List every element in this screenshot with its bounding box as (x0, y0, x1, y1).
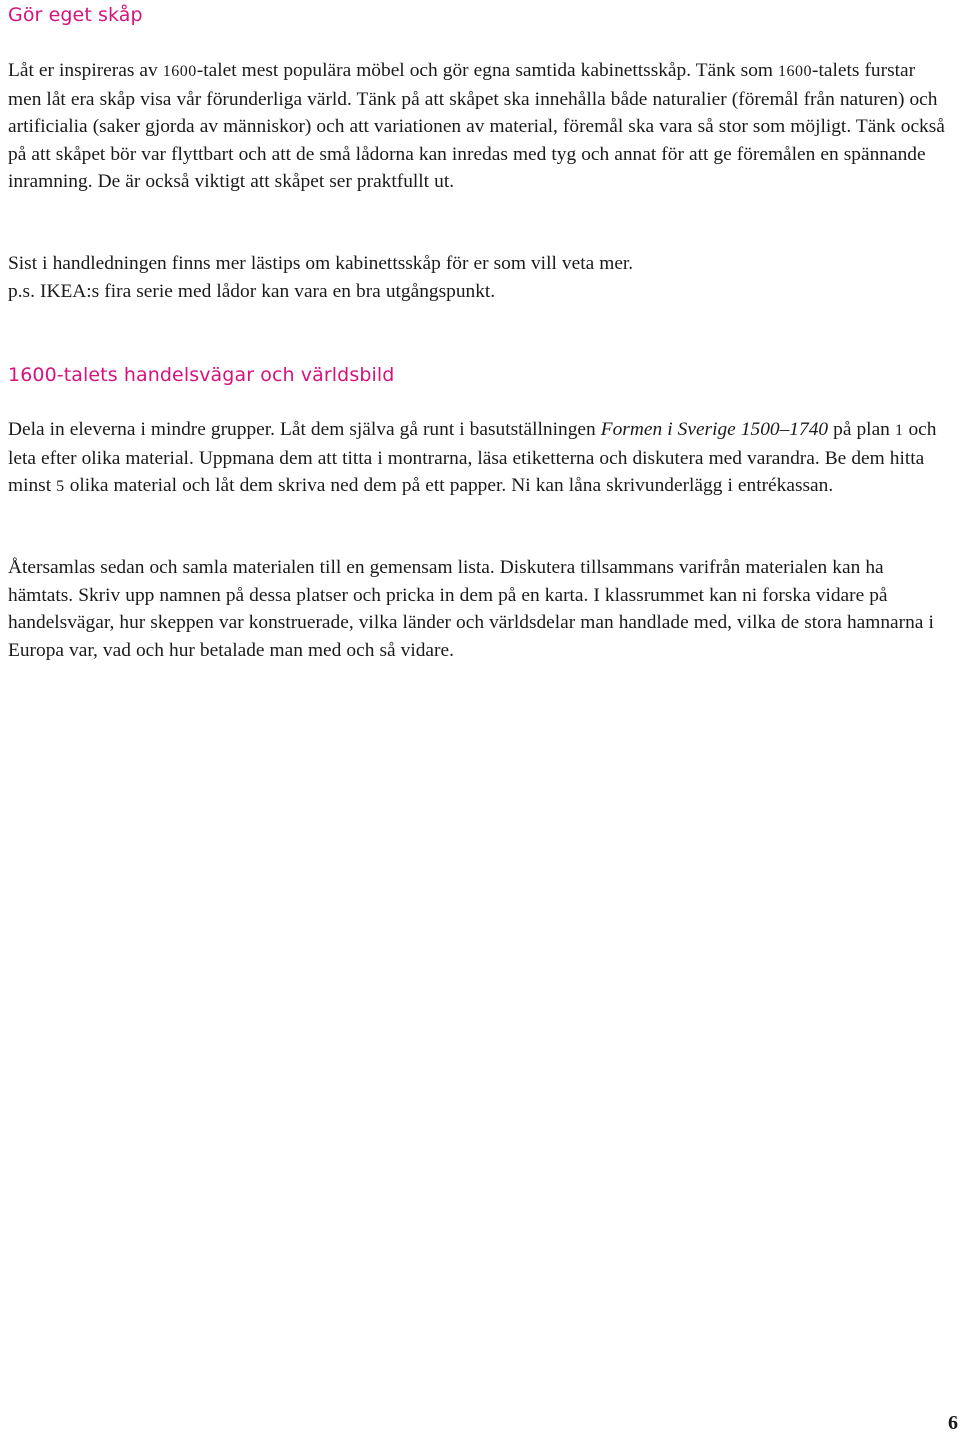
floor-number: 1 (894, 422, 904, 439)
material-count: 5 (56, 478, 65, 496)
postscript-line: p.s. IKEA:s fira serie med lådor kan vara en bra utgångspunkt. (8, 280, 496, 302)
text-run: Låt er inspireras av (8, 60, 163, 81)
year-figure: 1600 (162, 63, 197, 80)
year-figure: 1600 (778, 63, 813, 80)
exhibition-title: Formen i Sverige 1500–1740 (600, 419, 829, 440)
reading-tips-paragraph (8, 250, 952, 305)
text-run: -talets furstar men låt era skåp visa vår förunderliga värld. Tänk på att skåpet ska innehålla både naturalier (föremål från naturen) och artificialia (saker gjorda av människor) och att variationen av material, föremål ska vara så stor som möjligt. Tänk också på att skåpet bör var flyttbart och att de små lådorna kan inredas med tyg och annat för att ge föremålen en spännande inramning. De är också viktigt att skåpet ser praktfullt ut. (8, 60, 945, 193)
group-activity-paragraph (8, 416, 952, 501)
section-heading-trade-routes: 1600-talets handelsvägar och världsbild (8, 364, 395, 386)
section-heading-cabinet: Gör eget skåp (8, 4, 143, 26)
cabinet-instructions-paragraph (8, 57, 952, 196)
reading-tips-line: Sist i handledningen finns mer lästips om kabinettsskåp för er som vill veta mer. (8, 253, 634, 274)
text-run: olika material och låt dem skriva ned dem på ett papper. Ni kan låna skrivunderlägg i entrékassan. (64, 475, 834, 497)
classroom-followup-paragraph: Återsamlas sedan och samla materialen till en gemensam lista. Diskutera tillsammans varifrån materialen kan ha hämtats. Skriv upp namnen på dessa platser och pricka in dem på en karta. I klassrummet kan ni forska vidare på handelsvägar, hur skeppen var konstruerade, vilka länder och världsdelar man handlade med, vilka de stora hamnarna i Europa var, vad och hur betalade man med och så vidare. (8, 557, 934, 661)
text-run: -talet mest populära möbel och gör egna samtida kabinettsskåp. Tänk som (196, 60, 779, 81)
text-run: på plan (828, 419, 895, 440)
page-number: 6 (948, 1412, 958, 1434)
text-run: Dela in eleverna i mindre grupper. Låt dem själva gå runt i basutställningen (8, 419, 601, 440)
text-run: och leta efter olika material. Uppmana dem att titta i montrarna, läsa etiketterna och diskutera med varandra. Be dem hitta minst (8, 419, 937, 497)
